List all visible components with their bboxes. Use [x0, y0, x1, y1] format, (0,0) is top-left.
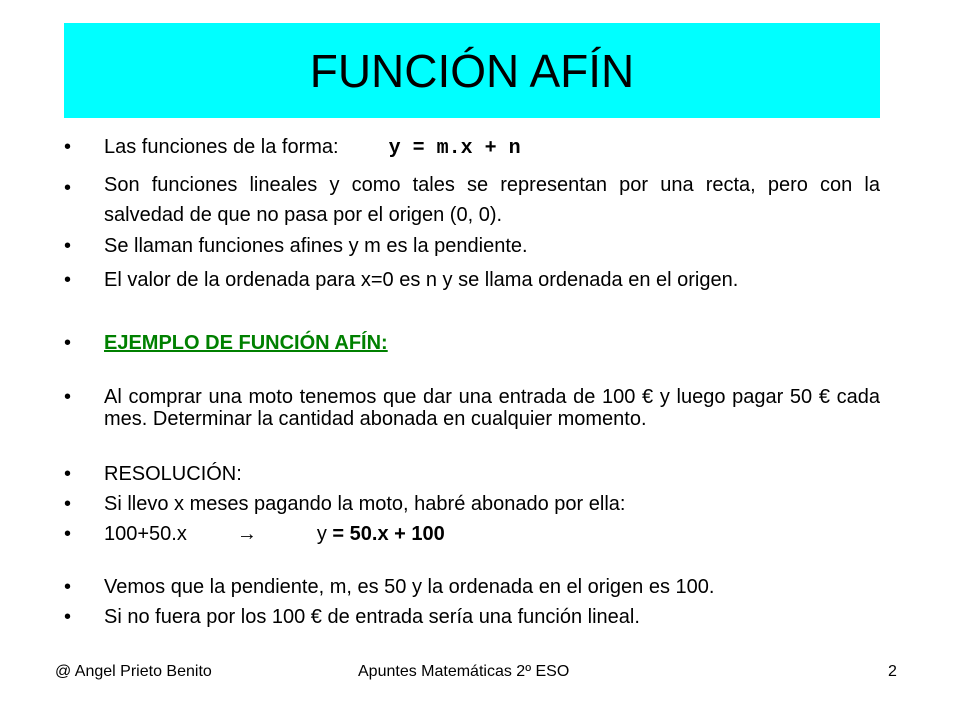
bullet-marker: • [64, 332, 72, 354]
bullet-marker: • [64, 463, 72, 485]
bullet-marker: • [64, 235, 72, 257]
bullet-marker: • [64, 576, 72, 598]
bullet-item-form [64, 135, 880, 161]
equation-result: = 50.x + 100 [332, 523, 445, 545]
bullet-marker: • [64, 269, 72, 291]
footer-author: @ Angel Prieto Benito [55, 663, 212, 680]
bullet-item-conclusion [64, 575, 880, 599]
bullet-item-resolucion [64, 462, 880, 486]
bullet-marker: • [64, 177, 72, 199]
title-bar [64, 23, 880, 118]
bullet-item-lineal [64, 170, 880, 230]
bullet-text [104, 135, 880, 161]
page-number: 2 [888, 663, 897, 680]
bullet-text: RESOLUCIÓN: [104, 463, 242, 485]
bullet-text: Vemos que la pendiente, m, es 50 y la ordenada en el origen es 100. [104, 576, 715, 598]
bullet-item-lineal-note [64, 605, 880, 629]
bullet-item-example-heading [64, 331, 880, 355]
general-formula: y = m.x + n [388, 137, 521, 160]
bullet-item-pendiente [64, 234, 880, 258]
bullet-text: El valor de la ordenada para x=0 es n y se llama ordenada en el origen. [104, 269, 739, 291]
bullet-item-ordenada [64, 268, 880, 292]
bullet-marker: • [64, 136, 72, 158]
example-heading: EJEMPLO DE FUNCIÓN AFÍN: [104, 332, 388, 354]
right-arrow-icon: → [236, 523, 257, 545]
bullet-item-equation [64, 522, 880, 546]
bullet-text: Si no fuera por los 100 € de entrada sería una función lineal. [104, 606, 640, 628]
bullet-item-meses [64, 492, 880, 516]
bullet-text: Se llaman funciones afines y m es la pendiente. [104, 235, 528, 257]
bullet-item-problem [64, 386, 880, 430]
bullet-text: Al comprar una moto tenemos que dar una entrada de 100 € y luego pagar 50 € cada mes. Determinar la cantidad abonada en cualquier momento. [104, 386, 880, 430]
bullet-text: Si llevo x meses pagando la moto, habré abonado por ella: [104, 493, 626, 515]
bullet-marker: • [64, 606, 72, 628]
expression: 100+50.x [104, 523, 187, 545]
equation-y: y [316, 523, 333, 545]
bullet-marker: • [64, 386, 72, 408]
slide-title: FUNCIÓN AFÍN [309, 44, 635, 97]
bullet-marker: • [64, 523, 72, 545]
bullet-marker: • [64, 493, 72, 515]
form-label: Las funciones de la forma: [104, 136, 339, 158]
footer-course: Apuntes Matemáticas 2º ESO [358, 663, 570, 680]
bullet-text: Son funciones lineales y como tales se representan por una recta, pero con la salvedad de que no pasa por el origen (0, 0). [104, 174, 880, 226]
